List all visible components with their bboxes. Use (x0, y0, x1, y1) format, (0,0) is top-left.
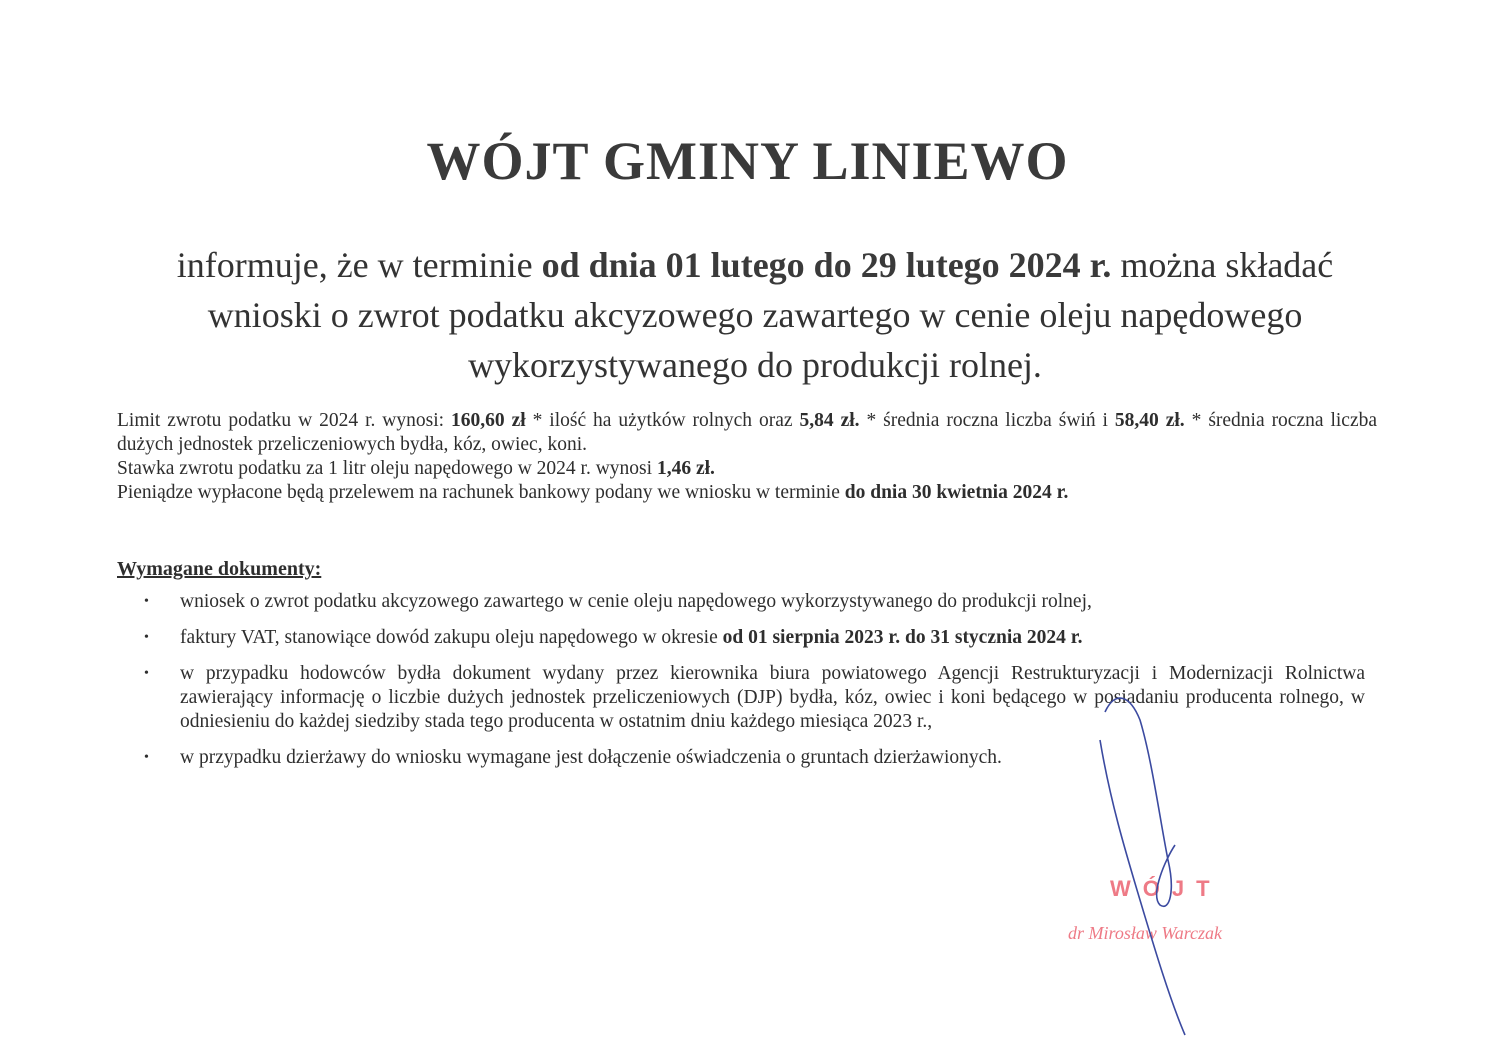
list-item-text: wniosek o zwrot podatku akcyzowego zawartego w cenie oleju napędowego wykorzystywanego do produkcji rolnej, (180, 591, 1092, 612)
document-title: WÓJT GMINY LINIEWO (426, 131, 1069, 191)
limit-mid-2: * średnia roczna liczba świń i (859, 410, 1115, 431)
limit-prefix: Limit zwrotu podatku w 2024 r. wynosi: (117, 410, 452, 431)
list-item-text: faktury VAT, stanowiące dowód zakupu oleju napędowego w okresie (180, 627, 723, 648)
payment-prefix: Pieniądze wypłacone będą przelewem na rachunek bankowy podany we wniosku w terminie (117, 482, 845, 503)
payment-paragraph (117, 481, 1377, 505)
stamp-name: dr Mirosław Warczak (1068, 923, 1223, 943)
list-item-text: w przypadku hodowców bydła dokument wydany przez kierownika biura powiatowego Agencji Restrukturyzacji i Modernizacji Rolnictwa zawierający informację o liczbie dużych jednostek przeliczeniowych (DJP) bydła, kóz, owiec i koni będącego w posiadaniu producenta rolnego, w odniesieniu do każdej siedziby stada tego producenta w ostatnim dniu każdego miesiąca 2023 r., (180, 663, 1365, 732)
intro-date-range: od dnia 01 lutego do 29 lutego 2024 r. (541, 245, 1112, 285)
list-item (140, 626, 1365, 650)
required-documents-heading: Wymagane dokumenty: (117, 558, 322, 580)
bullet-icon: • (144, 750, 149, 765)
list-item (140, 746, 1365, 770)
rate-prefix: Stawka zwrotu podatku za 1 litr oleju napędowego w 2024 r. wynosi (117, 458, 657, 479)
list-item-period: od 01 sierpnia 2023 r. do 31 stycznia 2024 r. (722, 627, 1083, 648)
bullet-icon: • (144, 594, 149, 609)
limit-mid-1: * ilość ha użytków rolnych oraz (525, 410, 800, 431)
intro-text-1: informuje, że w terminie (176, 245, 542, 285)
stamp-title: WÓJT (1110, 876, 1222, 901)
bullet-icon: • (144, 666, 149, 681)
rate-paragraph (117, 457, 1377, 481)
list-item (140, 590, 1365, 614)
list-item-text: w przypadku dzierżawy do wniosku wymagane jest dołączenie oświadczenia o gruntach dzierżawionych. (180, 747, 1002, 768)
info-section (117, 409, 1377, 505)
rate-value: 1,46 zł. (656, 458, 715, 479)
required-documents-list (140, 590, 1365, 782)
limit-value-pigs: 5,84 zł. (799, 410, 860, 431)
intro-paragraph (120, 240, 1390, 390)
payment-deadline: do dnia 30 kwietnia 2024 r. (844, 482, 1069, 503)
bullet-icon: • (144, 630, 149, 645)
limit-suffix: * średnia roczna liczba dużych jednostek przeliczeniowych bydła, kóz, owiec, koni. (117, 410, 1378, 455)
limit-value-djp: 58,40 zł. (1114, 410, 1185, 431)
limit-value-ha: 160,60 zł (451, 410, 526, 431)
limit-paragraph (117, 409, 1377, 457)
intro-text-2: można składać wnioski o zwrot podatku akcyzowego zawartego w cenie oleju napędowego wykorzystywanego do produkcji rolnej. (207, 245, 1334, 385)
list-item (140, 662, 1365, 734)
